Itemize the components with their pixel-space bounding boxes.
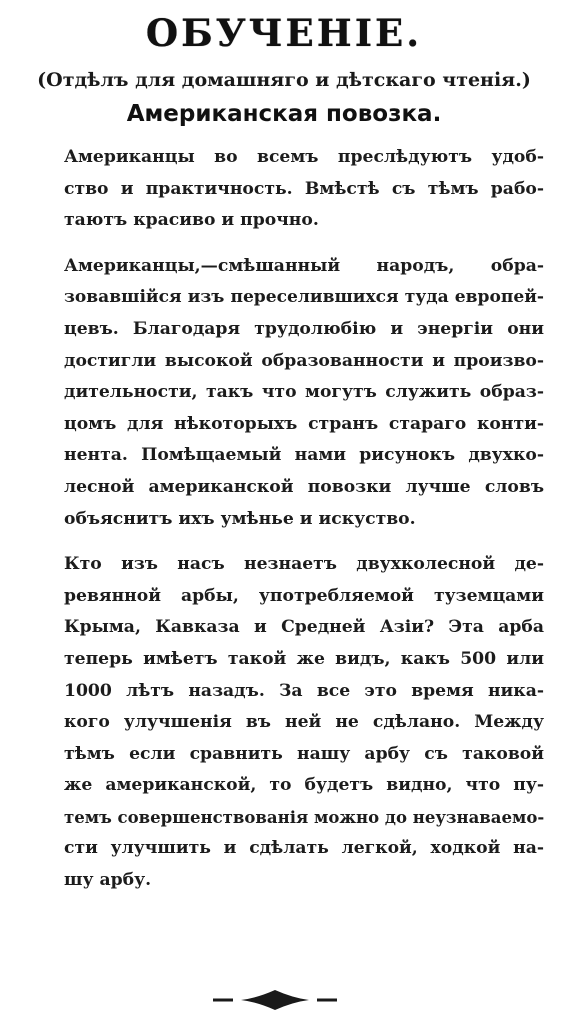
text-line: ство и практичность. Вмѣстѣ съ тѣмъ рабо-	[64, 178, 544, 199]
text-line: сти улучшить и сдѣлать легкой, ходкой на-	[64, 838, 544, 859]
text-line: Крыма, Кавказа и Средней Азіи? Эта арба	[64, 617, 544, 638]
text-line: кого улучшенія въ ней не сдѣлано. Между	[64, 712, 544, 733]
text-line: объяснитъ ихъ умѣнье и искуство.	[64, 508, 416, 529]
text-line: зовавшійся изъ переселившихся туда европей-	[64, 287, 544, 308]
text-line: же американской, то будетъ видно, что пу-	[64, 775, 544, 796]
text-line: цевъ. Благодаря трудолюбію и энергіи они	[64, 318, 544, 339]
paragraph-2	[64, 251, 544, 535]
paragraph-1	[64, 142, 544, 237]
text-line: дительности, такъ что могутъ служить образ-	[64, 382, 544, 403]
text-line: Американцы во всемъ преслѣдуютъ удоб-	[64, 147, 544, 167]
text-line: достигли высокой образованности и произво-	[64, 350, 544, 371]
article-heading: Американская повозка.	[126, 101, 442, 127]
ornament-divider-icon	[205, 988, 345, 1012]
text-line: нента. Помѣщаемый нами рисунокъ двухко-	[64, 445, 544, 466]
text-line: шу арбу.	[64, 870, 152, 891]
section-subtitle: (Отдѣлъ для домашняго и дѣтскаго чтенія.)	[37, 69, 531, 91]
text-line: цомъ для нѣкоторыхъ странъ стараго конти-	[64, 413, 544, 434]
text-line: Кто изъ насъ незнаетъ двухколесной де-	[64, 554, 544, 575]
text-line: Американцы,—смѣшанный народъ, обра-	[64, 255, 544, 276]
text-line: тѣмъ если сравнить нашу арбу съ таковой	[64, 743, 544, 764]
text-line: таютъ красиво и прочно.	[64, 210, 319, 231]
text-line: ревянной арбы, употребляемой туземцами	[64, 585, 544, 606]
text-line: темъ совершенствованія можно до неузнаваемо-	[64, 806, 545, 827]
text-line: теперь имѣетъ такой же видъ, какъ 500 или	[64, 648, 544, 669]
page-title: ОБУЧЕНІЕ.	[145, 11, 423, 55]
text-line: 1000 лѣтъ назадъ. За все это время ника-	[64, 680, 544, 701]
paragraph-3	[64, 549, 544, 897]
text-line: лесной американской повозки лучше словъ	[64, 476, 544, 497]
